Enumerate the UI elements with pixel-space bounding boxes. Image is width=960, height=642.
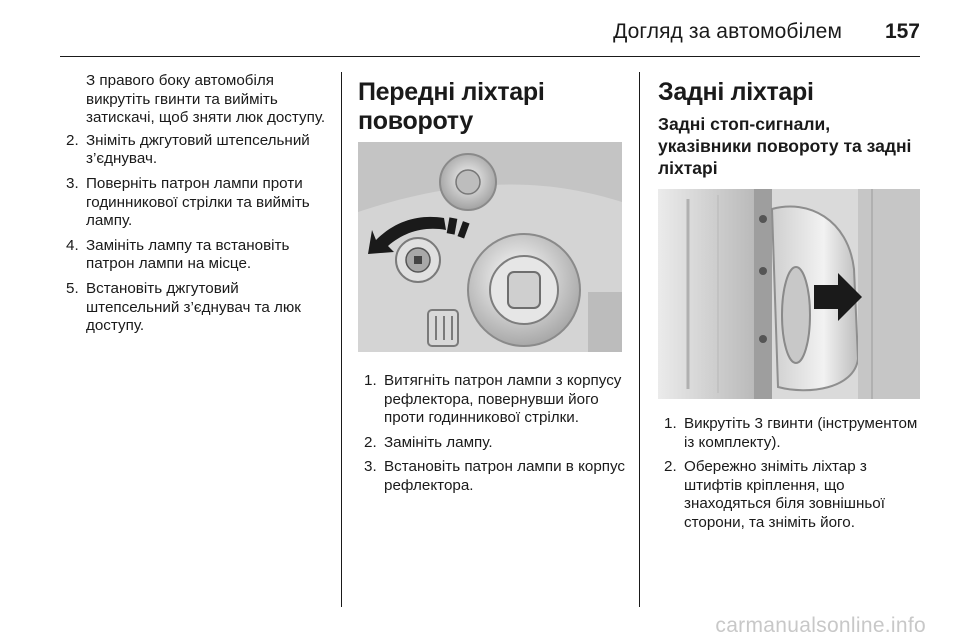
- step-text: Встановіть джгутовий штепсельний з’єднувач та люк доступу.: [86, 279, 301, 335]
- step-text: Зніміть джгутовий штепсельний з’єднувач.: [86, 131, 310, 168]
- step-1-continuation: З правого боку автомобіля викрутіть гвинти та вийміть затискачі, щоб зняти люк доступу.: [86, 72, 326, 127]
- list-item: [658, 458, 923, 532]
- step-number: 1.: [364, 372, 377, 389]
- watermark: carmanualsonline.info: [715, 614, 926, 637]
- step-number: 2.: [664, 458, 677, 476]
- column-divider-1: [341, 72, 342, 607]
- subsection-heading: Задні стоп-сигнали, указівники повороту та задні ліхтарі: [658, 114, 912, 178]
- column-middle: [358, 72, 626, 502]
- section-heading-front-indicators: Передні ліхтарі повороту: [358, 78, 545, 135]
- step-text: Обережно зніміть ліхтар з штифтів кріплення, що знаходяться біля зовнішньої сторони, та зніміть його.: [684, 458, 885, 531]
- list-item: [358, 434, 626, 453]
- list-item: [60, 132, 330, 169]
- step-text: Поверніть патрон лампи проти годинникової стрілки та вийміть лампу.: [86, 174, 310, 230]
- page-number: 157: [884, 20, 920, 43]
- step-list-headlight: [60, 132, 330, 336]
- step-text: Замініть лампу та встановіть патрон лампи на місце.: [86, 236, 290, 273]
- step-list-rear-lights: [658, 415, 923, 533]
- step-text: Викрутіть 3 гвинти (інструментом із комплекту).: [684, 415, 918, 451]
- step-number: 3.: [364, 458, 377, 476]
- step-number: 2.: [364, 433, 377, 451]
- step-text: Замініть лампу.: [384, 433, 493, 451]
- column-divider-2: [639, 72, 640, 607]
- step-number: 3.: [66, 174, 79, 192]
- page-header: [60, 12, 920, 57]
- list-item: [358, 372, 626, 428]
- section-heading-rear-lights: Задні ліхтарі: [658, 78, 814, 106]
- step-number: 5.: [66, 279, 79, 297]
- step-text: Встановіть патрон лампи в корпус рефлектора.: [384, 458, 626, 494]
- step-text: Витягніть патрон лампи з корпусу рефлектора, повернувши його проти годинникової стрілки.: [384, 372, 622, 427]
- list-item: [60, 237, 330, 274]
- list-item: [658, 415, 923, 452]
- list-item: [60, 280, 330, 336]
- list-item: [358, 458, 626, 495]
- column-right: [658, 72, 923, 539]
- step-list-front-indicators: [358, 372, 626, 496]
- column-left: [60, 72, 330, 342]
- header-title: Догляд за автомобілем: [613, 20, 842, 43]
- step-number: 2.: [66, 131, 79, 149]
- step-number: 4.: [66, 236, 79, 254]
- list-item: [60, 175, 330, 231]
- step-number: 1.: [664, 415, 677, 432]
- rear-light-figure: [658, 189, 920, 399]
- front-indicator-figure: [358, 142, 622, 352]
